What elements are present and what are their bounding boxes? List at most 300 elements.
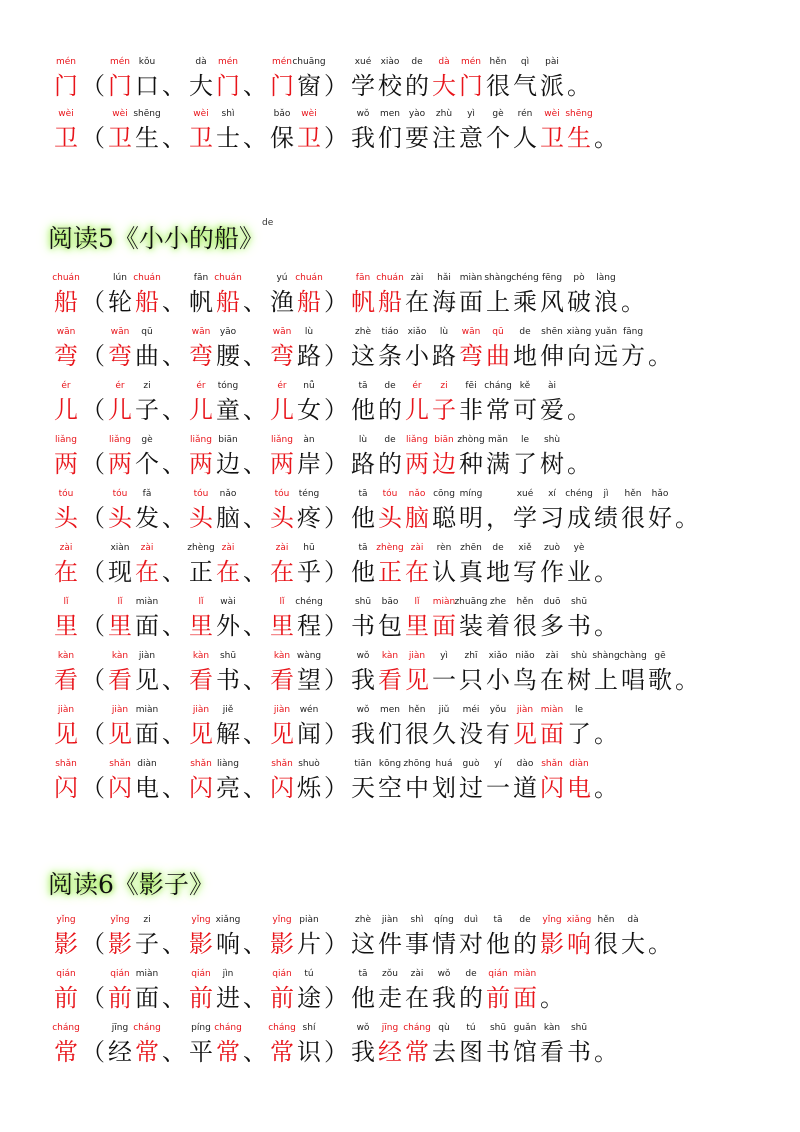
pinyin: chéng [511,273,539,283]
pinyin: shǎn [55,759,77,769]
pinyin: duì [464,915,478,925]
pinyin: yāo [219,327,237,337]
pinyin: zài [545,651,559,661]
hanzi: 平 [189,1038,213,1066]
hanzi: 前 [108,984,132,1012]
hanzi: 伸 [540,342,564,370]
hanzi: ） [324,774,348,802]
hanzi: ） [324,666,348,694]
punctuation [646,914,674,962]
hanzi: 生 [567,124,591,152]
hanzi: 、 [243,342,267,370]
hanzi: 大 [432,72,456,100]
pinyin: lǐ [198,597,204,607]
hanzi: 影 [189,930,213,958]
character [295,650,323,698]
hanzi: 面 [459,288,483,316]
pinyin: wèi [301,109,317,119]
hanzi: 门 [216,72,240,100]
pinyin: bāo [381,597,399,607]
hanzi: 风 [540,288,564,316]
pinyin: hěn [597,915,615,925]
hanzi: 曲 [135,342,159,370]
hanzi: 、 [162,984,186,1012]
pinyin: miàn [459,273,483,283]
character [133,968,161,1016]
pinyin: zhè [355,915,371,925]
highlight-character [52,488,80,536]
hanzi: 闪 [189,774,213,802]
hanzi: 、 [162,930,186,958]
punctuation [592,108,620,156]
hanzi: 影 [540,930,564,958]
hanzi: 很 [486,72,510,100]
pinyin: de [384,381,396,391]
hanzi: 儿 [189,396,213,424]
hanzi: ） [324,396,348,424]
pinyin: chuán [52,273,80,283]
hanzi: 书 [216,666,240,694]
hanzi: 门 [54,72,78,100]
hanzi: 、 [162,288,186,316]
pinyin: cháng [52,1023,80,1033]
hanzi: 望 [297,666,321,694]
pinyin: ér [412,381,422,391]
highlight-character [52,108,80,156]
punctuation [619,272,647,320]
pinyin: wài [220,597,236,607]
pinyin: lǐ [117,597,123,607]
pinyin: shì [410,915,424,925]
hanzi: 校 [378,72,402,100]
hanzi: 乎 [297,558,321,586]
character [619,914,647,962]
character [538,56,566,104]
hanzi: 作 [540,558,564,586]
hanzi: 在 [216,558,240,586]
pinyin: liǎng [190,435,212,445]
hanzi: 种 [459,450,483,478]
pinyin: qū [492,327,504,337]
hanzi: 、 [243,504,267,532]
hanzi: 面 [432,612,456,640]
pinyin: chuán [376,273,404,283]
hanzi: 经 [108,1038,132,1066]
hanzi: 船 [378,288,402,316]
hanzi: ） [324,504,348,532]
hanzi: 头 [270,504,294,532]
character [295,704,323,752]
pinyin: chàng [619,651,647,661]
pinyin: wàng [296,651,322,661]
pinyin: wān [56,327,76,337]
hanzi: 成 [567,504,591,532]
hanzi: 破 [567,288,591,316]
hanzi: 个 [486,124,510,152]
character [295,434,323,482]
character [295,326,323,374]
hanzi: 面 [513,984,537,1012]
hanzi: 空 [378,774,402,802]
hanzi: 程 [297,612,321,640]
hanzi: 卫 [108,124,132,152]
pinyin: xiǎng [215,915,241,925]
pinyin: jiàn [381,915,399,925]
hanzi: 写 [513,558,537,586]
pinyin: tóu [382,489,398,499]
character [133,650,161,698]
hanzi: 子 [135,396,159,424]
pinyin: kàn [57,651,75,661]
hanzi: 里 [108,612,132,640]
hanzi: （ [81,342,105,370]
hanzi: 见 [189,720,213,748]
hanzi: 馆 [513,1038,537,1066]
pinyin: wèi [112,109,128,119]
hanzi: 意 [459,124,483,152]
hanzi: 解 [216,720,240,748]
pinyin: jiě [222,705,234,715]
highlight-character [52,650,80,698]
hanzi: 看 [108,666,132,694]
hanzi: 、 [243,124,267,152]
pinyin: kàn [543,1023,561,1033]
pinyin: jiàn [516,705,534,715]
hanzi: 、 [162,72,186,100]
pinyin: yuǎn [594,327,618,337]
pinyin: tóu [274,489,290,499]
pinyin: biān [218,435,238,445]
hanzi: 头 [378,504,402,532]
hanzi: 看 [378,666,402,694]
hanzi: 、 [162,504,186,532]
highlight-character [214,272,242,320]
pinyin: shēn [541,327,563,337]
hanzi: 子 [135,930,159,958]
pinyin: ér [115,381,125,391]
pinyin: yì [440,651,448,661]
hanzi: 很 [594,930,618,958]
hanzi: 、 [162,666,186,694]
pinyin: mén [460,57,481,67]
punctuation [565,380,593,428]
pinyin: jiàn [408,651,426,661]
hanzi: 、 [162,558,186,586]
hanzi: 渔 [270,288,294,316]
pinyin: chuán [133,273,161,283]
pinyin: miàn [513,969,537,979]
pinyin: yào [408,109,426,119]
hanzi: 常 [405,1038,429,1066]
pinyin: zhī [464,651,478,661]
character [565,1022,593,1070]
pinyin: dà [195,57,207,67]
hanzi: 前 [270,984,294,1012]
hanzi: 一 [486,774,510,802]
hanzi: 脑 [405,504,429,532]
character [295,542,323,590]
highlight-character [52,272,80,320]
pinyin: gē [654,651,666,661]
hanzi: 船 [54,288,78,316]
hanzi: 他 [351,396,375,424]
hanzi: 。 [594,1038,618,1066]
character [295,488,323,536]
pinyin: qù [438,1023,450,1033]
pinyin: zhōng [403,759,431,769]
pinyin: xué [354,57,372,67]
hanzi: ） [324,450,348,478]
pinyin: huá [435,759,453,769]
hanzi: 边 [432,450,456,478]
hanzi: 响 [567,930,591,958]
highlight-character [295,108,323,156]
hanzi: 、 [162,450,186,478]
pinyin: de [465,969,477,979]
hanzi: ） [324,342,348,370]
hanzi: 里 [189,612,213,640]
pinyin: kě [519,381,531,391]
pinyin: wén [299,705,319,715]
pinyin: tiáo [381,327,399,337]
pinyin: shàng [484,273,512,283]
hanzi: 人 [513,124,537,152]
pinyin: cōng [433,489,455,499]
highlight-character [565,758,593,806]
character [295,914,323,962]
hanzi: 现 [108,558,132,586]
hanzi: 门 [270,72,294,100]
hanzi: 卫 [297,124,321,152]
hanzi: 装 [459,612,483,640]
hanzi: 认 [432,558,456,586]
hanzi: 路 [351,450,375,478]
pinyin: cháng [484,381,512,391]
hanzi: 弯 [270,342,294,370]
hanzi: 门 [108,72,132,100]
hanzi: 头 [189,504,213,532]
character [214,704,242,752]
hanzi: 弯 [459,342,483,370]
pinyin: jì [603,489,609,499]
highlight-character [133,272,161,320]
pinyin: wān [272,327,292,337]
punctuation [592,596,620,644]
hanzi: 女 [297,396,321,424]
hanzi: 派 [540,72,564,100]
hanzi: 亮 [216,774,240,802]
hanzi: （ [81,558,105,586]
pinyin: zhèng [376,543,404,553]
pinyin: miàn [432,597,456,607]
pinyin: chéng [565,489,593,499]
pinyin: qì [520,57,530,67]
hanzi: 常 [270,1038,294,1066]
hanzi: 口 [135,72,159,100]
character [133,380,161,428]
hanzi: 船 [135,288,159,316]
hanzi: 疼 [297,504,321,532]
hanzi: 个 [135,450,159,478]
hanzi: 途 [297,984,321,1012]
hanzi: 明 [459,504,483,532]
character [646,650,674,698]
pinyin: yǒu [489,705,507,715]
pinyin: wèi [193,109,209,119]
pinyin: wān [461,327,481,337]
section-title-text: 阅读6《影子》 [48,870,214,899]
character [457,488,485,536]
hanzi: 我 [351,1038,375,1066]
hanzi: 海 [432,288,456,316]
pinyin: lù [304,327,314,337]
hanzi: 、 [162,124,186,152]
pinyin: zhēn [460,543,482,553]
pinyin: nǎo [219,489,237,499]
pinyin: kōng [378,759,402,769]
pinyin: zài [275,543,289,553]
pinyin: shù [543,435,561,445]
hanzi: 、 [243,720,267,748]
pinyin: shēng [565,109,593,119]
hanzi: 、 [243,558,267,586]
hanzi: 我 [351,124,375,152]
hanzi: 在 [270,558,294,586]
hanzi: （ [81,504,105,532]
pinyin: de [411,57,423,67]
section-title [48,216,274,262]
pinyin: shū [570,1023,588,1033]
pinyin: hěn [516,597,534,607]
highlight-character [52,326,80,374]
character [133,914,161,962]
hanzi: 爱 [540,396,564,424]
pinyin: cháng [268,1023,296,1033]
pinyin: liàng [217,759,239,769]
hanzi: （ [81,930,105,958]
pinyin: xiě [518,543,532,553]
pinyin: hěn [408,705,426,715]
pinyin: shuò [298,759,320,769]
pinyin: jīng [111,1023,129,1033]
hanzi: 弯 [108,342,132,370]
hanzi: 久 [432,720,456,748]
pinyin: jiàn [273,705,291,715]
pinyin: wǒ [356,705,370,715]
hanzi: 道 [513,774,537,802]
hanzi: 弯 [54,342,78,370]
hanzi: 保 [270,124,294,152]
hanzi: 发 [135,504,159,532]
hanzi: 非 [459,396,483,424]
pinyin: hěn [624,489,642,499]
hanzi: 。 [567,72,591,100]
hanzi: 对 [459,930,483,958]
hanzi: 、 [162,396,186,424]
pinyin: zi [440,381,448,391]
pinyin: fān [193,273,209,283]
pinyin: cháng [403,1023,431,1033]
hanzi: ） [324,72,348,100]
hanzi: 大 [189,72,213,100]
pinyin: kàn [111,651,129,661]
hanzi: 件 [378,930,402,958]
pinyin: liǎng [271,435,293,445]
character [214,596,242,644]
pinyin: pò [573,273,585,283]
hanzi: 前 [54,984,78,1012]
pinyin: tú [304,969,314,979]
pinyin: miàn [135,705,159,715]
character [133,758,161,806]
hanzi: ， [486,504,510,532]
hanzi: 影 [108,930,132,958]
hanzi: 上 [486,288,510,316]
hanzi: 他 [351,984,375,1012]
pinyin: nǚ [303,381,315,391]
character [295,968,323,1016]
hanzi: 边 [216,450,240,478]
pinyin: mén [271,57,292,67]
hanzi: 过 [459,774,483,802]
hanzi: 业 [567,558,591,586]
character [295,1022,323,1070]
pinyin: hěn [489,57,507,67]
pinyin: shēng [133,109,161,119]
pinyin: nǎo [408,489,426,499]
pinyin: de [519,915,531,925]
hanzi: 正 [189,558,213,586]
pinyin: shū [570,597,588,607]
pinyin: shí [302,1023,316,1033]
hanzi: 船 [297,288,321,316]
hanzi: 、 [162,342,186,370]
hanzi: 影 [54,930,78,958]
hanzi: （ [81,612,105,640]
pinyin: miàn [135,597,159,607]
pinyin: miàn [135,969,159,979]
character [133,434,161,482]
hanzi: 脑 [216,504,240,532]
hanzi: 。 [675,504,699,532]
hanzi: 看 [270,666,294,694]
hanzi: 的 [459,984,483,1012]
pinyin: qián [272,969,292,979]
hanzi: 路 [297,342,321,370]
pinyin: téng [298,489,320,499]
hanzi: 可 [513,396,537,424]
hanzi: 。 [675,666,699,694]
hanzi: 他 [351,558,375,586]
hanzi: 地 [513,342,537,370]
hanzi: 里 [270,612,294,640]
pinyin: zài [410,969,424,979]
hanzi: ） [324,1038,348,1066]
hanzi: 多 [540,612,564,640]
hanzi: 只 [459,666,483,694]
pinyin: le [520,435,530,445]
hanzi: ） [324,930,348,958]
hanzi: 。 [594,612,618,640]
hanzi: 曲 [486,342,510,370]
pinyin: ér [196,381,206,391]
section-title-text: 阅读5《小小的船》 [48,224,264,253]
pinyin: jiàn [57,705,75,715]
hanzi: 。 [594,124,618,152]
hanzi: 唱 [621,666,645,694]
pinyin: chéng [295,597,323,607]
hanzi: 士 [216,124,240,152]
